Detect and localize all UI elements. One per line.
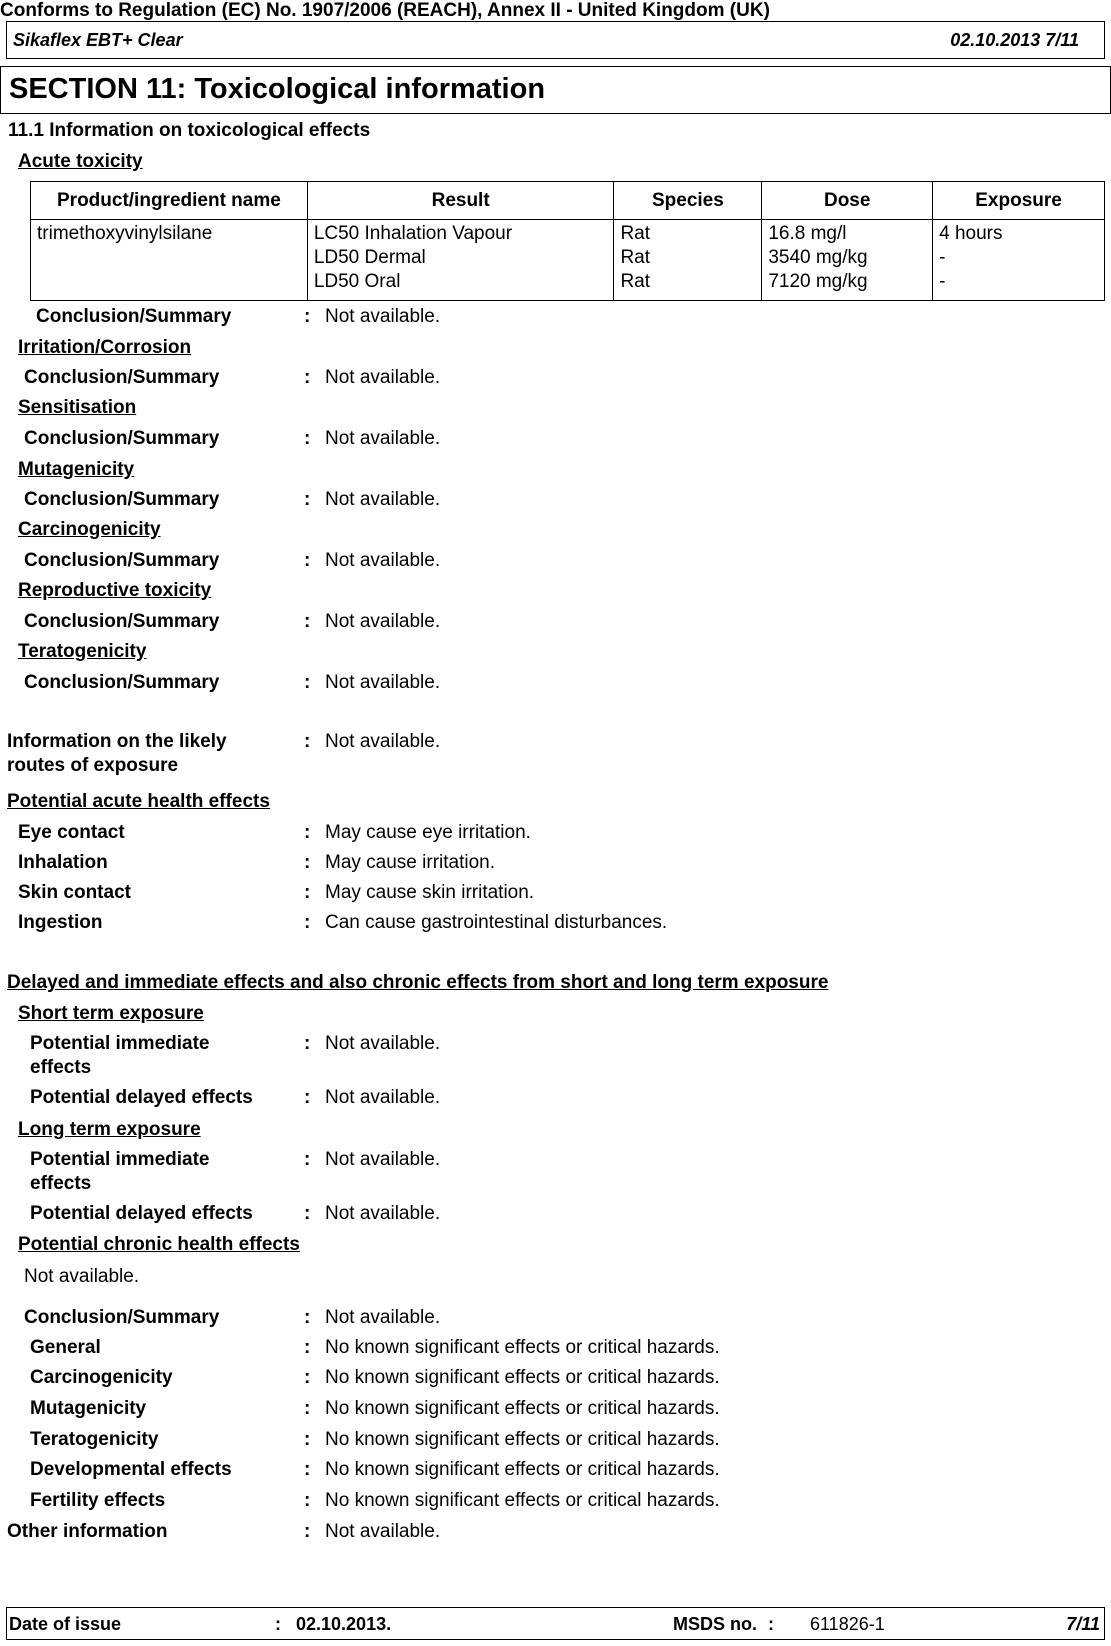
chronic-fertility-value: No known significant effects or critical hazards.: [325, 1490, 720, 1511]
reproductive-toxicity-heading: Reproductive toxicity: [18, 580, 212, 601]
result-value: LD50 Oral: [313, 271, 401, 292]
table-header-row: [31, 182, 1105, 220]
colon: :: [304, 852, 311, 873]
mutagenicity-heading: Mutagenicity: [18, 459, 135, 480]
table-header: Dose: [762, 182, 933, 220]
other-information-value: Not available.: [325, 1521, 441, 1542]
ingestion-label: Ingestion: [18, 912, 103, 933]
conclusion-label: Conclusion/Summary: [24, 489, 220, 510]
long-immediate-label-line2: effects: [30, 1173, 92, 1194]
conclusion-value: Not available.: [325, 489, 441, 510]
routes-label-line1: Information on the likely: [7, 731, 227, 752]
exposure-cell: [933, 220, 1105, 301]
long-immediate-value: Not available.: [325, 1149, 441, 1170]
conclusion-value: Not available.: [325, 611, 441, 632]
ingestion-value: Can cause gastrointestinal disturbances.: [325, 912, 668, 933]
colon: :: [304, 428, 311, 449]
exposure-value: -: [939, 247, 946, 268]
colon: :: [304, 672, 311, 693]
chronic-teratogenicity-value: No known significant effects or critical hazards.: [325, 1429, 720, 1450]
inhalation-label: Inhalation: [18, 852, 108, 873]
short-immediate-value: Not available.: [325, 1033, 441, 1054]
date-of-issue-label: Date of issue: [9, 1614, 122, 1634]
long-delayed-value: Not available.: [325, 1203, 441, 1224]
routes-label-line2: routes of exposure: [7, 755, 179, 776]
conclusion-value: Not available.: [325, 1307, 441, 1328]
delayed-effects-heading: Delayed and immediate effects and also chronic effects from short and long term exposure: [7, 972, 829, 993]
skin-contact-label: Skin contact: [18, 882, 131, 903]
skin-contact-value: May cause skin irritation.: [325, 882, 535, 903]
colon: :: [304, 489, 311, 510]
eye-contact-value: May cause eye irritation.: [325, 822, 531, 843]
conclusion-value: Not available.: [325, 550, 441, 571]
dose-value: 16.8 mg/l: [768, 223, 847, 244]
colon: :: [304, 731, 311, 752]
long-term-heading: Long term exposure: [18, 1119, 201, 1140]
colon: :: [304, 912, 311, 933]
conclusion-label: Conclusion/Summary: [24, 1307, 220, 1328]
other-information-label: Other information: [7, 1521, 168, 1542]
short-immediate-label-line1: Potential immediate: [30, 1033, 210, 1054]
chronic-effects-heading: Potential chronic health effects: [18, 1234, 300, 1255]
conclusion-label: Conclusion/Summary: [24, 367, 220, 388]
product-name: Sikaflex EBT+ Clear: [13, 30, 183, 50]
header-date-page: 02.10.2013 7/11: [950, 30, 1079, 50]
conclusion-label: Conclusion/Summary: [24, 550, 220, 571]
species-value: Rat: [620, 271, 651, 292]
footer-page-number: 7/11: [1066, 1614, 1100, 1634]
sensitisation-heading: Sensitisation: [18, 397, 137, 418]
colon: :: [304, 1087, 311, 1108]
colon: :: [304, 1337, 311, 1358]
colon: :: [304, 306, 311, 327]
chronic-general-label: General: [30, 1337, 101, 1358]
colon: :: [304, 1367, 311, 1388]
document-header: [6, 21, 1105, 59]
chronic-general-value: No known significant effects or critical hazards.: [325, 1337, 720, 1358]
ingredient-name: trimethoxyvinylsilane: [31, 220, 308, 301]
colon: :: [304, 1203, 311, 1224]
subsection-heading: 11.1 Information on toxicological effects: [8, 120, 371, 141]
colon: :: [304, 1429, 311, 1450]
msds-label: MSDS no.: [673, 1614, 757, 1634]
result-value: LC50 Inhalation Vapour: [313, 223, 513, 244]
chronic-mutagenicity-label: Mutagenicity: [30, 1398, 147, 1419]
long-immediate-label-line1: Potential immediate: [30, 1149, 210, 1170]
footer-colon: :: [768, 1614, 774, 1634]
result-cell: [307, 220, 614, 301]
acute-toxicity-table: [30, 181, 1105, 301]
conclusion-label: Conclusion/Summary: [24, 672, 220, 693]
dose-value: 3540 mg/kg: [768, 247, 868, 268]
table-row: [31, 220, 1105, 301]
chronic-developmental-value: No known significant effects or critical hazards.: [325, 1459, 720, 1480]
chronic-carcinogenicity-value: No known significant effects or critical hazards.: [325, 1367, 720, 1388]
short-term-heading: Short term exposure: [18, 1003, 204, 1024]
table-header: Product/ingredient name: [31, 182, 308, 220]
colon: :: [304, 1459, 311, 1480]
colon: :: [304, 611, 311, 632]
irritation-heading: Irritation/Corrosion: [18, 337, 192, 358]
colon: :: [304, 1033, 311, 1054]
colon: :: [304, 550, 311, 571]
footer-colon: :: [275, 1614, 281, 1634]
species-value: Rat: [620, 247, 651, 268]
dose-value: 7120 mg/kg: [768, 271, 868, 292]
regulation-line: Conforms to Regulation (EC) No. 1907/2006 (REACH), Annex II - United Kingdom (UK): [0, 0, 770, 21]
section-title-box: [0, 66, 1111, 114]
carcinogenicity-heading: Carcinogenicity: [18, 519, 161, 540]
colon: :: [304, 1149, 311, 1170]
document-footer: [6, 1607, 1105, 1640]
table-header: Exposure: [933, 182, 1105, 220]
colon: :: [304, 1307, 311, 1328]
conclusion-value: Not available.: [325, 672, 441, 693]
colon: :: [304, 367, 311, 388]
conclusion-label: Conclusion/Summary: [24, 428, 220, 449]
colon: :: [304, 882, 311, 903]
section-title: SECTION 11: Toxicological information: [9, 73, 546, 105]
acute-effects-heading: Potential acute health effects: [7, 791, 270, 812]
result-value: LD50 Dermal: [313, 247, 426, 268]
conclusion-value: Not available.: [325, 428, 441, 449]
chronic-carcinogenicity-label: Carcinogenicity: [30, 1367, 173, 1388]
colon: :: [304, 1521, 311, 1542]
chronic-mutagenicity-value: No known significant effects or critical hazards.: [325, 1398, 720, 1419]
short-delayed-label: Potential delayed effects: [30, 1087, 253, 1108]
msds-number: 611826-1: [810, 1614, 885, 1634]
exposure-value: 4 hours: [939, 223, 1003, 244]
teratogenicity-heading: Teratogenicity: [18, 641, 147, 662]
dose-cell: [762, 220, 933, 301]
species-value: Rat: [620, 223, 651, 244]
short-delayed-value: Not available.: [325, 1087, 441, 1108]
chronic-teratogenicity-label: Teratogenicity: [30, 1429, 159, 1450]
table-header: Result: [307, 182, 614, 220]
inhalation-value: May cause irritation.: [325, 852, 496, 873]
species-cell: [614, 220, 762, 301]
conclusion-value: Not available.: [325, 367, 441, 388]
date-of-issue-value: 02.10.2013.: [296, 1614, 392, 1634]
colon: :: [304, 822, 311, 843]
colon: :: [304, 1490, 311, 1511]
routes-value: Not available.: [325, 731, 441, 752]
long-delayed-label: Potential delayed effects: [30, 1203, 253, 1224]
colon: :: [304, 1398, 311, 1419]
eye-contact-label: Eye contact: [18, 822, 125, 843]
chronic-fertility-label: Fertility effects: [30, 1490, 166, 1511]
conclusion-label: Conclusion/Summary: [24, 611, 220, 632]
exposure-value: -: [939, 271, 946, 292]
acute-toxicity-heading: Acute toxicity: [18, 151, 143, 172]
short-immediate-label-line2: effects: [30, 1057, 92, 1078]
conclusion-label: Conclusion/Summary: [36, 306, 232, 327]
chronic-developmental-label: Developmental effects: [30, 1459, 232, 1480]
conclusion-value: Not available.: [325, 306, 441, 327]
chronic-effects-text: Not available.: [24, 1266, 140, 1287]
table-header: Species: [614, 182, 762, 220]
